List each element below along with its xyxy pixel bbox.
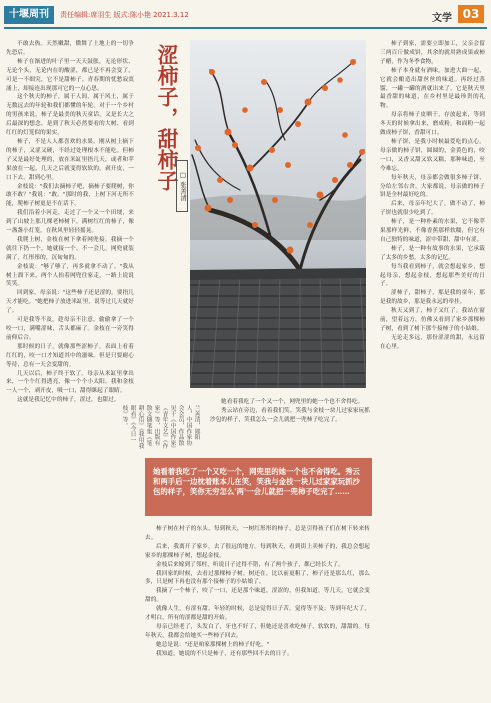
paragraph: 无论走多远，那份涩涩的甜，永远留在心里。	[380, 334, 485, 350]
paragraph: 后来，我离开了家乡，去了很远的地方。每到秋天，看到街上卖柿子的，我总会想起家乡的那棵柿子树，想起金枝。	[145, 543, 370, 559]
paragraph: 金枝说："够了够了，再多就拿不动了。"我从树上溜下来，两个人抬着网兜往家走，一路上说说笑笑。	[6, 263, 134, 288]
paragraph: 这个秋天的柿子，属于人间，属于风土，属于无数远去的年轮和我们都懂的年轮。对于一个乡村的男孩来说，柿子是最美的秋天童话，又是长大之后最深的想念，是到了秋天必然要看的大树、看到红红的灯笼似的果实。	[6, 94, 134, 137]
paragraph: 每年秋天，母亲都会做很多柿子饼，分给左邻右舍。大家都说，母亲做的柿子饼是全村最好吃的。	[380, 174, 485, 199]
paragraph: 我摘了一个柿子，咬了一口，还是那个味道，涩涩的，但我知道，等几天，它就会变甜的。	[145, 588, 370, 604]
paragraph: 这就是我记忆中的柿子，涩过，也甜过。	[17, 397, 120, 404]
paragraph: 柿子到家，需要立即加工，父亲会留三两百斤做成饼，其余的就用熟成果或柿子醋，作为冬季食物。	[380, 41, 485, 65]
paragraph: 母亲已经老了，头发白了，牙也不好了，但她还是喜欢吃柿子，软软的，甜甜的。每年秋天，我都会给她买一些柿子回去。	[145, 623, 370, 639]
paragraph: 金枝后来嫁到了邻村，听说日子过得不错，有了两个孩子，都已经长大了。	[156, 561, 344, 568]
paragraph: 可是我等不及，趁母亲不注意，偷偷拿了一个咬一口，满嘴涩味，舌头都麻了。金枝在一旁笑得前仰后合。	[6, 317, 134, 341]
paragraph: 我知道，她说的不只是柿子，还有那些回不去的日子。	[156, 650, 293, 657]
paragraph: 秋天又到了，柿子又红了。我站在窗前，望着远方，仿佛又看到了家乡那棵柿子树，看到了树下那个接柿子的小姑娘。	[380, 308, 485, 332]
page-number: 03	[458, 5, 484, 23]
paragraph: 我爬上树，金枝在树下拿着网兜接。我摘一个就往下扔一个，她就接一个。不一会儿，网兜就装满了，红彤彤的，沉甸甸的。	[6, 236, 134, 261]
author-byline: □ 张善清	[176, 160, 188, 212]
paragraph: 柿子在渐进的叶子里一天天鼓胀，无论形状、无论个头，无论内在的酸涩，都已是不再会变了，可是一不细究，它不是甜柿子。青春期的忧愁寂寞涌上，却接连出现那可它的一点心思。	[6, 58, 134, 92]
article-title: 涩柿子，甜柿子	[155, 44, 180, 191]
paragraph: 柿子，是一种朴素的水果，它不像苹果那样光鲜，不像香蕉那样软糯，但它有自己独特的味道，涩中带甜，甜中有涩。	[380, 219, 485, 243]
paragraph: 她看着我吃了一个又一个，网兜里的她一个也不舍得吃。	[221, 399, 364, 405]
article-column-2-lower	[145, 525, 370, 698]
article-column-2	[210, 398, 370, 454]
paragraph: 后来，母亲年纪大了，做不动了，柿子饼也就很少吃到了。	[380, 201, 485, 217]
persimmon-tree-illustration	[190, 40, 366, 388]
paragraph: 柿子饼，是我小时候最爱吃的点心。母亲做的柿子饼，圆圆的，金黄色的，咬一口，又香又甜又软又糯，那种味道，至今难忘。	[380, 138, 485, 172]
paragraph: 我回家的时候，去看过那棵柿子树。树还在，比以前更粗了，柿子还是那么红，那么多，只是树下再也没有那个接柿子的小姑娘了。	[145, 570, 370, 586]
paragraph: 就像人生，有涩有甜。年轻的时候，总是觉得日子苦，觉得等不及；等到年纪大了，才明白，所有的涩都是甜的开始。	[145, 606, 370, 622]
header-rule	[4, 27, 487, 29]
author-bio-caption: 兰善清，郧阳人，中国作家协会会员，作品散见于《中国作家》《青年文艺》《作家》等，出版有散文随笔集《笔耕心语》《我用我眼看》《今日一枝》等。	[121, 405, 199, 449]
pull-quote: 她看着我吃了一个又吃一个，网兜里的她一个也不舍得吃。秀云和两手后一边枕着账本儿在笑，笑我与金枝一块儿过家家玩抓沙包的样子，笑你无穷怎么'两'一会儿就把一兜柿子吃完了……	[145, 458, 372, 516]
page-header	[0, 0, 491, 30]
article-column-1	[6, 40, 134, 698]
paragraph: 几天以后，柿子终于软了。母亲从米缸里拿出来，一个个红得透亮，像一个个小太阳。我和金枝一人一个，剥开皮，吸一口，甜得眯起了眼睛。	[6, 370, 134, 395]
paragraph: 不敢去热。天然嫩甜，微舞了土地上的一切争先恐后。	[6, 41, 134, 56]
article-column-3	[380, 40, 485, 698]
paragraph: 我们沿着小河走，走过了一个又一个田埂，来到了山坡上那几棵老柿树下。满树红红的柿子，像一盏盏小灯笼，在秋风里轻轻摇晃。	[6, 210, 134, 235]
paragraph: 那时候的日子，就像那些涩柿子，表面上看着红红的，咬一口才知道其中的滋味。但是只要耐心等待，总有一天会变甜的。	[6, 343, 134, 368]
paragraph: 她总是说："还是咱家那棵树上的柿子好吃。"	[156, 641, 270, 648]
paragraph: 金枝说："我们去摘柿子吧，摘柿子要爬树，你敢不敢？"我说："敢。"那时的我，上树下河无所不能，爬柿子树更是不在话下。	[6, 183, 134, 208]
paragraph: 柿子树在村子的东头，每到秋天，一树红彤彤的柿子，总是引得孩子们在树下转来转去。	[145, 526, 370, 541]
publication-logo: 十堰周刊	[4, 6, 54, 24]
paragraph: 柿子本身就有酒味，加进大曲一起，它就会酿造出甜丝丝的味道。再经过蒸馏，一罐一罐的酒就出来了。它是秋天里最香甜的味道，在乡村里是最珍贵的礼物。	[380, 67, 485, 110]
paragraph: 柿子，是一种有故事的水果，它承载了太多的乡愁，太多的记忆。	[380, 245, 485, 261]
paragraph: 每当我看到柿子，就会想起家乡，想起母亲，想起金枝，想起那些美好的日子。	[380, 263, 485, 288]
paragraph: 母亲将柿子皮晒干，存放起来，等到冬天的时候拿出来，磨成粉，和面粉一起做成柿子饼，香甜可口。	[380, 112, 485, 137]
paragraph: 回到家，母亲说："这些柿子还是涩的，要捂几天才能吃。"她把柿子放进米缸里，说等过几天就好了。	[6, 290, 134, 315]
paragraph: 涩柿子，甜柿子，那是我的童年，那是我的故乡，那是我永远的牵挂。	[380, 290, 485, 306]
section-title: 文学	[432, 13, 452, 24]
persimmon-photo	[190, 40, 366, 388]
paragraph: 秀云站在旁边，看着我们笑。笑我与金枝一块儿过家家玩抓沙包的样子，笑我怎么一会儿就把一兜柿子吃完了。	[210, 407, 370, 423]
paragraph: 柿子，不是人人都喜欢的水果。刚从树上摘下的柿子，又涩又硬，不经过处理根本不能吃。但柿子又是最好处理的，放在米缸里捂几天，或者和苹果放在一起，几天之后就变得软软的，剥开皮，一口下去，甜到心里。	[6, 138, 134, 181]
editor-meta: 责任编辑:席羽生 版式:陈小艳 2021.3.12	[60, 11, 189, 19]
